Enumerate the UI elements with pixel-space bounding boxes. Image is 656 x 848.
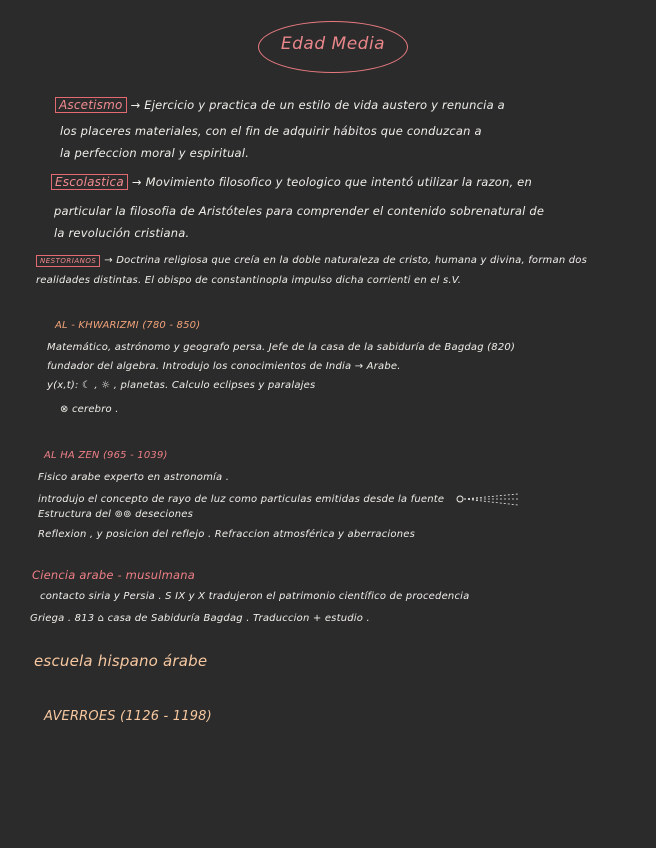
alhazen-heading: AL HA ZEN (965 - 1039) [44, 450, 168, 461]
ascetismo-term: Ascetismo [55, 97, 127, 113]
nestorianos-line-2: realidades distintas. El obispo de constantinopla impulso dicha corrienti en el s.V. [36, 275, 462, 286]
escuela-heading: escuela hispano árabe [34, 652, 208, 670]
alhazen-line-4: Reflexion , y posicion del reflejo . Refraccion atmosférica y aberraciones [38, 529, 416, 540]
nestorianos-line-1: NESTORIANOS → Doctrina religiosa que creía en la doble naturaleza de cristo, humana y divina, forman dos [36, 255, 587, 267]
ciencia-line-2: Griega . 813 ⌂ casa de Sabiduría Bagdag . Traduccion + estudio . [30, 613, 370, 624]
escolastica-line-2: particular la filosofia de Aristóteles para comprender el contenido sobrenatural de [54, 204, 545, 218]
escolastica-term: Escolastica [51, 174, 128, 190]
nestorianos-term: NESTORIANOS [36, 255, 100, 267]
escolastica-line-3: la revolución cristiana. [54, 226, 190, 240]
alhazen-line-3: Estructura del ⊚⊚ deseciones [38, 509, 194, 520]
page-title: Edad Media [280, 34, 386, 54]
khwarizmi-heading: AL - KHWARIZMI (780 - 850) [55, 320, 201, 331]
khwarizmi-line-3: y(x,t): ☾ , ☼ , planetas. Calculo eclipses y paralajes [47, 380, 316, 391]
ascetismo-line-1: Ascetismo → Ejercicio y practica de un estilo de vida austero y renuncia a [55, 97, 505, 113]
ascetismo-line-2: los placeres materiales, con el fin de adquirir hábitos que conduzcan a [60, 124, 482, 138]
khwarizmi-line-2: fundador del algebra. Introdujo los conocimientos de India → Arabe. [47, 361, 401, 372]
khwarizmi-line-4: ⊗ cerebro . [60, 404, 119, 415]
ciencia-heading: Ciencia arabe - musulmana [32, 568, 196, 582]
alhazen-line-1: Fisico arabe experto en astronomía . [38, 472, 230, 483]
ciencia-line-1: contacto siria y Persia . S IX y X tradujeron el patrimonio científico de procedencia [40, 591, 470, 602]
ascetismo-line-3: la perfeccion moral y espiritual. [60, 146, 250, 160]
averroes-heading: AVERROES (1126 - 1198) [44, 709, 212, 724]
escolastica-line-1: Escolastica → Movimiento filosofico y teologico que intentó utilizar la razon, en [51, 174, 532, 190]
alhazen-line-2: introdujo el concepto de rayo de luz como particulas emitidas desde la fuente [38, 490, 522, 508]
light-rays-icon [452, 490, 522, 508]
khwarizmi-line-1: Matemático, astrónomo y geografo persa. Jefe de la casa de la sabiduría de Bagdag (820) [47, 342, 516, 353]
